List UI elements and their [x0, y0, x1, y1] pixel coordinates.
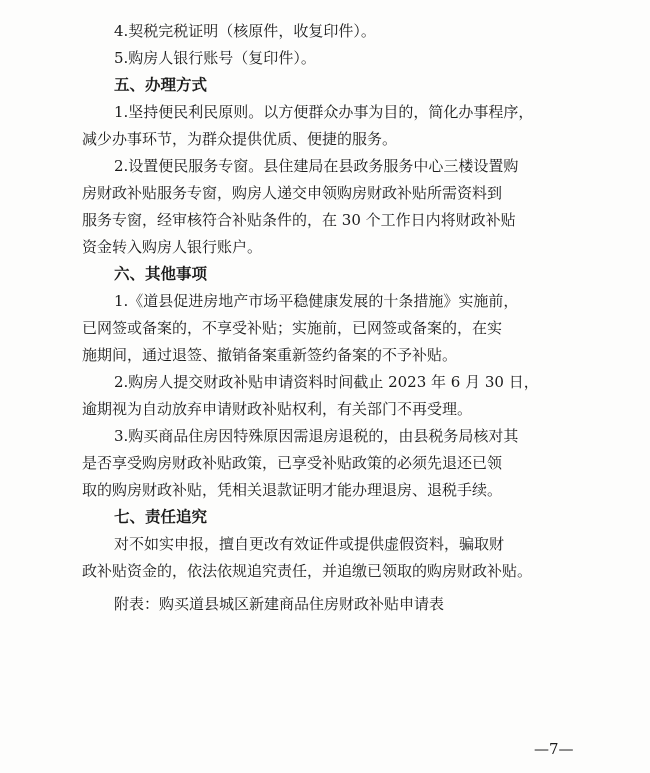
- section-6-p2-line1: 2.购房人提交财政补贴申请资料时间截止 2023 年 6 月 30 日，: [114, 373, 539, 391]
- section-6-p2-line2: 逾期视为自动放弃申请财政补贴权利，有关部门不再受理。: [82, 400, 473, 418]
- section-6-p3-line3: 取的购房财政补贴，凭相关退款证明才能办理退房、退税手续。: [82, 481, 503, 499]
- section-6-title: 六、其他事项: [114, 265, 208, 283]
- item-4: 4.契税完税证明（核原件，收复印件）。: [114, 22, 376, 40]
- section-5-p2-line3: 服务专窗，经审核符合补贴条件的，在 30 个工作日内将财政补贴: [82, 211, 516, 229]
- attachment-note: 附表：购买道县城区新建商品住房财政补贴申请表: [114, 595, 445, 613]
- section-7-title: 七、责任追究: [114, 508, 208, 526]
- section-5-p1-line1: 1.坚持便民利民原则。以方便群众办事为目的，简化办事程序，: [114, 103, 534, 121]
- section-7-p1-line1: 对不如实申报，擅自更改有效证件或提供虚假资料，骗取财: [114, 535, 505, 553]
- section-6-p1-line1: 1.《道县促进房地产市场平稳健康发展的十条措施》实施前，: [114, 292, 519, 310]
- section-5-p1-line2: 减少办事环节，为群众提供优质、便捷的服务。: [82, 130, 398, 148]
- section-6-p3-line1: 3.购买商品住房因特殊原因需退房退税的，由县税务局核对其: [114, 427, 519, 445]
- section-5-title: 五、办理方式: [114, 76, 208, 94]
- section-5-p2-line4: 资金转入购房人银行账户。: [82, 238, 263, 256]
- item-5: 5.购房人银行账号（复印件）。: [114, 49, 316, 67]
- page-number: —7—: [534, 740, 574, 758]
- section-6-p3-line2: 是否享受购房财政补贴政策，已享受补贴政策的必须先退还已领: [82, 454, 503, 472]
- section-7-p1-line2: 政补贴资金的，依法依规追究责任，并追缴已领取的购房财政补贴。: [82, 562, 533, 580]
- section-5-p2-line2: 房财政补贴服务专窗，购房人递交申领购房财政补贴所需资料到: [82, 184, 503, 202]
- document-body: [82, 18, 582, 618]
- section-6-p1-line2: 已网签或备案的，不享受补贴；实施前，已网签或备案的，在实: [82, 319, 503, 337]
- section-6-p1-line3: 施期间，通过退签、撤销备案重新签约备案的不予补贴。: [82, 346, 458, 364]
- section-5-p2-line1: 2.设置便民服务专窗。县住建局在县政务服务中心三楼设置购: [114, 157, 519, 175]
